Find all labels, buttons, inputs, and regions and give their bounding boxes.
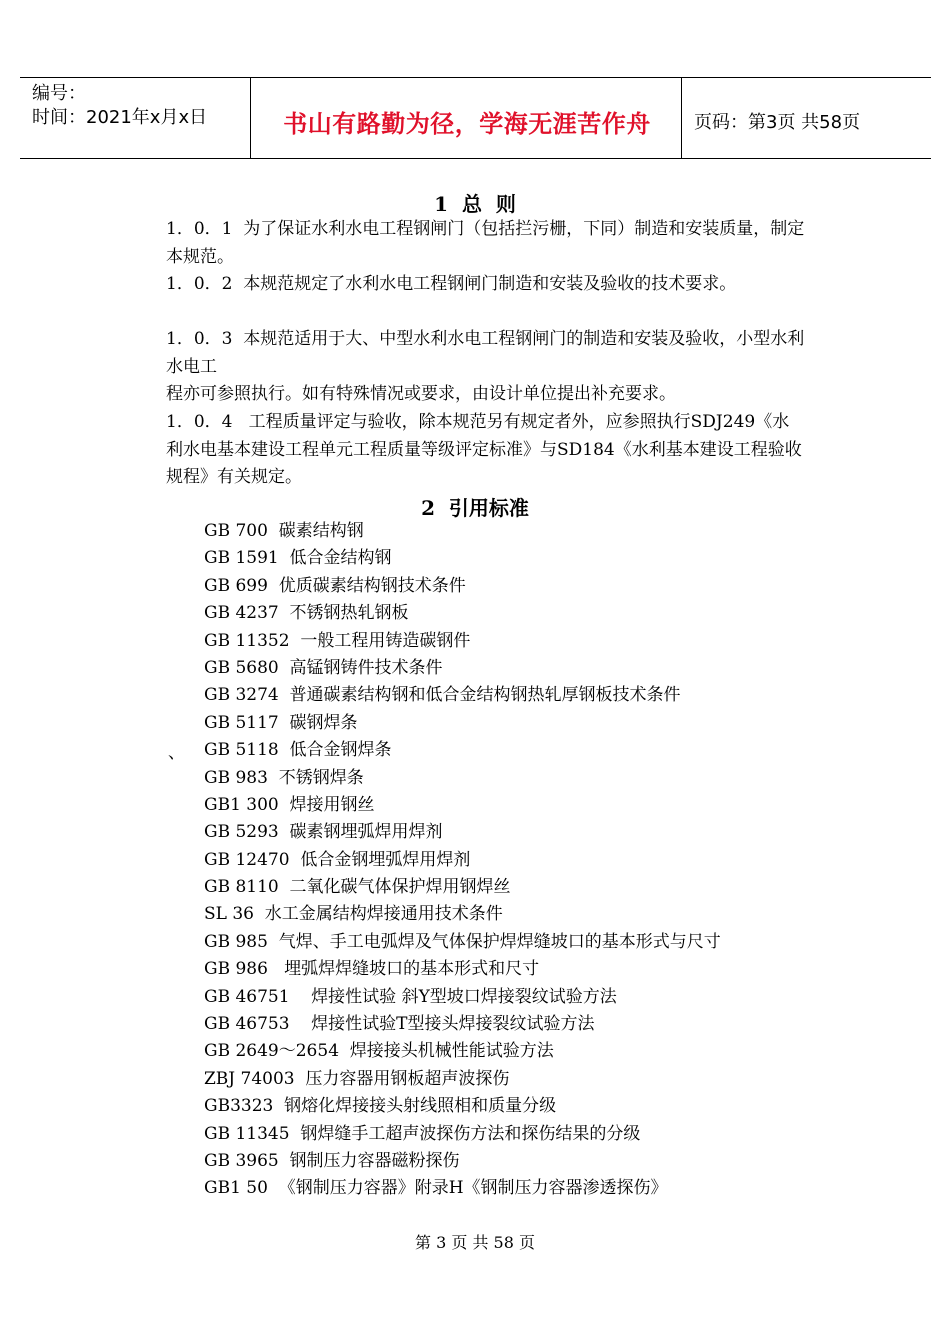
reference-item: GB1 300 焊接用钢丝: [204, 794, 375, 815]
reference-item: GB 700 碳素结构钢: [204, 521, 364, 541]
reference-item: GB 986 埋弧焊焊缝坡口的基本形式和尺寸: [204, 959, 540, 980]
reference-item: GB 1591 低合金结构钢: [204, 548, 392, 569]
reference-item: SL 36 水工金属结构焊接通用技术条件: [204, 904, 503, 925]
section-title-references: 2 引用标准: [421, 496, 529, 520]
reference-item: GB 11352 一般工程用铸造碳钢件: [204, 630, 471, 651]
reference-item: GB 12470 低合金钢埋弧焊用焊剂: [204, 849, 471, 870]
reference-item: GB 699 优质碳素结构钢技术条件: [204, 575, 466, 596]
reference-item: GB1 50 《钢制压力容器》附录H《钢制压力容器渗透探伤》: [204, 1178, 668, 1199]
reference-item: ZBJ 74003 压力容器用钢板超声波探伤: [204, 1068, 510, 1089]
reference-item: GB 4237 不锈钢热轧钢板: [204, 603, 409, 624]
header-motto: 书山有路勤为径，学海无涯苦作舟: [283, 110, 651, 138]
reference-item: GB 985 气焊、手工电弧焊及气体保护焊焊缝坡口的基本形式与尺寸: [204, 931, 721, 952]
number-label: 编号：: [32, 83, 86, 104]
page-footer: 第 3 页 共 58 页: [415, 1233, 535, 1252]
reference-item: GB 983 不锈钢焊条: [204, 767, 364, 788]
reference-item: GB 3965 钢制压力容器磁粉探伤: [204, 1150, 460, 1171]
header-page-number: 页码：第3页 共58页: [694, 112, 861, 133]
reference-item: GB 2649～2654 焊接接头机械性能试验方法: [204, 1041, 554, 1062]
page-header: [20, 77, 931, 159]
time-label: 时间：2021年x月x日: [32, 107, 208, 128]
header-meta: [32, 82, 207, 130]
clause-1-0-1: 1．0．1 为了保证水利水电工程钢闸门（包括拦污栅，下同）制造和安装质量，制定本规范。: [166, 219, 805, 267]
reference-item: GB 5118 低合金钢焊条: [204, 740, 392, 761]
reference-item: GB 46751 焊接性试验 斜Y型坡口焊接裂纹试验方法: [204, 986, 617, 1007]
reference-item: GB 8110 二氧化碳气体保护焊用钢焊丝: [204, 877, 511, 898]
reference-item: GB3323 钢熔化焊接接头射线照相和质量分级: [204, 1096, 557, 1117]
reference-item: GB 5293 碳素钢埋弧焊用焊剂: [204, 822, 443, 843]
clause-1-0-2: 1．0．2 本规范规定了水利水电工程钢闸门制造和安装及验收的技术要求。: [166, 274, 737, 294]
section-title-general: 1 总 则: [434, 192, 516, 216]
reference-item: GB 5117 碳钢焊条: [204, 712, 358, 733]
stray-mark: 、: [168, 743, 185, 763]
reference-item: GB 46753 焊接性试验T型接头焊接裂纹试验方法: [204, 1014, 595, 1035]
reference-item: GB 5680 高锰钢铸件技术条件: [204, 657, 443, 678]
clause-1-0-3: 1．0．3 本规范适用于大、中型水利水电工程钢闸门的制造和安装及验收，小型水利水电工 程亦可参照执行。如有特殊情况或要求，由设计单位提出补充要求。: [166, 329, 805, 405]
header-divider: [250, 78, 251, 158]
reference-item: GB 3274 普通碳素结构钢和低合金结构钢热轧厚钢板技术条件: [204, 685, 681, 706]
reference-item: GB 11345 钢焊缝手工超声波探伤方法和探伤结果的分级: [204, 1123, 641, 1144]
reference-list: [204, 518, 721, 1203]
clause-1-0-4: 1．0．4 工程质量评定与验收，除本规范另有规定者外，应参照执行SDJ249《水利水电基本建设工程单元工程质量等级评定标准》与SD184《水利基本建设工程验收规程》有关规定。: [166, 412, 802, 488]
